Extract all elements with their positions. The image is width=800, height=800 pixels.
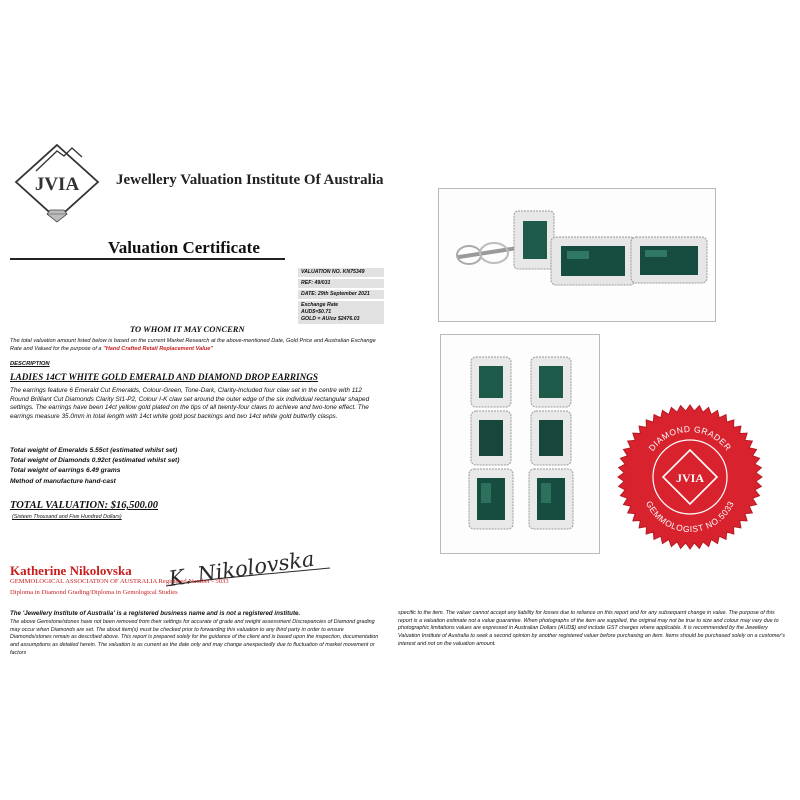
signature	[160, 538, 335, 594]
intro-text: The total valuation amount listed below is based on the current Market Research at the above-mentioned Date, Gold Price and Australian Exchange Rate and Valued for the purpose of a	[10, 338, 376, 352]
certificate-title: Valuation Certificate	[108, 238, 260, 257]
earrings-weight: Total weight of earrings 6.49 grams	[10, 467, 121, 475]
disclaimer-heading: The 'Jewellery Institute of Australia' is a registered business name and is not a registered institute.	[10, 610, 301, 617]
logo-mark-text: JVIA	[34, 174, 80, 195]
title-divider	[10, 258, 285, 260]
item-title: LADIES 14CT WHITE GOLD EMERALD AND DIAMOND DROP EARRINGS	[10, 372, 319, 382]
organization-name: Jewellery Valuation Institute Of Australia	[116, 172, 384, 188]
jvia-logo	[12, 142, 102, 226]
grader-seal	[615, 402, 765, 552]
weights-list	[10, 446, 179, 487]
aud-rate: AUD$=$0.71	[301, 309, 332, 315]
manufacture-method: Method of manufacture hand-cast	[10, 477, 116, 485]
description-label: DESCRIPTION	[10, 361, 50, 367]
diamond-weight: Total weight of Diamonds 0.92ct (estimated whilst set)	[10, 457, 180, 465]
seal-bottom-text: GEMMOLOGIST NO.5033	[643, 499, 737, 535]
to-whom-heading: TO WHOM IT MAY CONCERN	[130, 324, 245, 334]
valuer-diploma: Diploma in Diamond Grading/Diploma in Gemological Studies	[10, 589, 178, 596]
valuation-number: VALUATION NO. KN75349	[298, 268, 384, 277]
disclaimer-right: specific to the item. The valuer cannot accept any liability for losses due to reliance on this report and for any subsequent change in value. The purpose of this report is a valuation estimate not a value guarantee. When photographs of the item are supplied, the original may not be true to size and colour may vary due to photographic limitations values are expressed in Australian Dollars (AUD$) and include GST charges where applicable. It is recommended by the Jewellery Valuation Institute of Australia to seek a second opinion by another registered valuer before purchasing an item. Items should be purchased solely on a customer's interest and not on the valuation amount.	[398, 610, 785, 647]
intro-paragraph	[10, 338, 380, 353]
exchange-rate-label: Exchange Rate	[301, 302, 339, 308]
total-in-words: (Sixteen Thousand and Five Hundred Dollars)	[12, 514, 122, 520]
total-valuation: TOTAL VALUATION: $16,500.00	[10, 500, 158, 511]
exchange-rate-block	[298, 301, 384, 324]
earring-side-photo	[438, 188, 716, 322]
signature-text: K. Nikolovska	[167, 546, 316, 591]
earring-front-photo	[440, 334, 600, 554]
item-description: The earrings feature 6 Emerald Cut Emeralds, Colour-Green, Tone-Dark, Clarity-Included four claw set in the centre with 112 Round Brilliant Cut Diamonds Clarity SI1-P2, Colour I-K claw set around the outer edge of the six individual rectangular shaped settings. The earrings have been 14ct yellow gold plated on the tips of all twenty-four claws to achieve and two-tone effect. The earrings measure 35.0mm in total length with 14ct white gold post backings and two 14ct white gold butterfly clasps.	[10, 387, 370, 420]
valuer-association: GEMMOLOGICAL ASSOCIATION OF AUSTRALIA Registered Number - 5033	[10, 578, 229, 585]
seal-center-text: JVIA	[675, 471, 705, 485]
reference-number: REF: 49/031	[298, 279, 384, 288]
seal-top-text: DIAMOND GRADER	[646, 423, 734, 453]
valuer-name: Katherine Nikolovska	[10, 563, 132, 578]
gold-rate: GOLD = AU/oz $2476.03	[301, 316, 360, 322]
emerald-weight: Total weight of Emeralds 5.55ct (estimated whilst set)	[10, 447, 178, 454]
valuation-date: DATE: 29th September 2021	[298, 290, 384, 299]
reference-box	[298, 268, 384, 326]
valuation-purpose: "Hand Crafted Retail Replacement Value"	[103, 345, 213, 352]
disclaimer-left: The above Gemstone/stones have not been removed from their settings for accurate of grade and weight assessment Discrepancies of Diamond grading may occur when Diamonds are set. The about item(s) must be checked prior to forwarding this valuation to any third party in order to ensure Diamonds/stones remain as described above. This report is prepared solely for the guidance of the client and is based upon the inspection, documentation and assumptions as detailed herein. The valuation is as current as the date only and may change unexpectedly due to fluctuation of market movement or factors	[10, 619, 379, 656]
